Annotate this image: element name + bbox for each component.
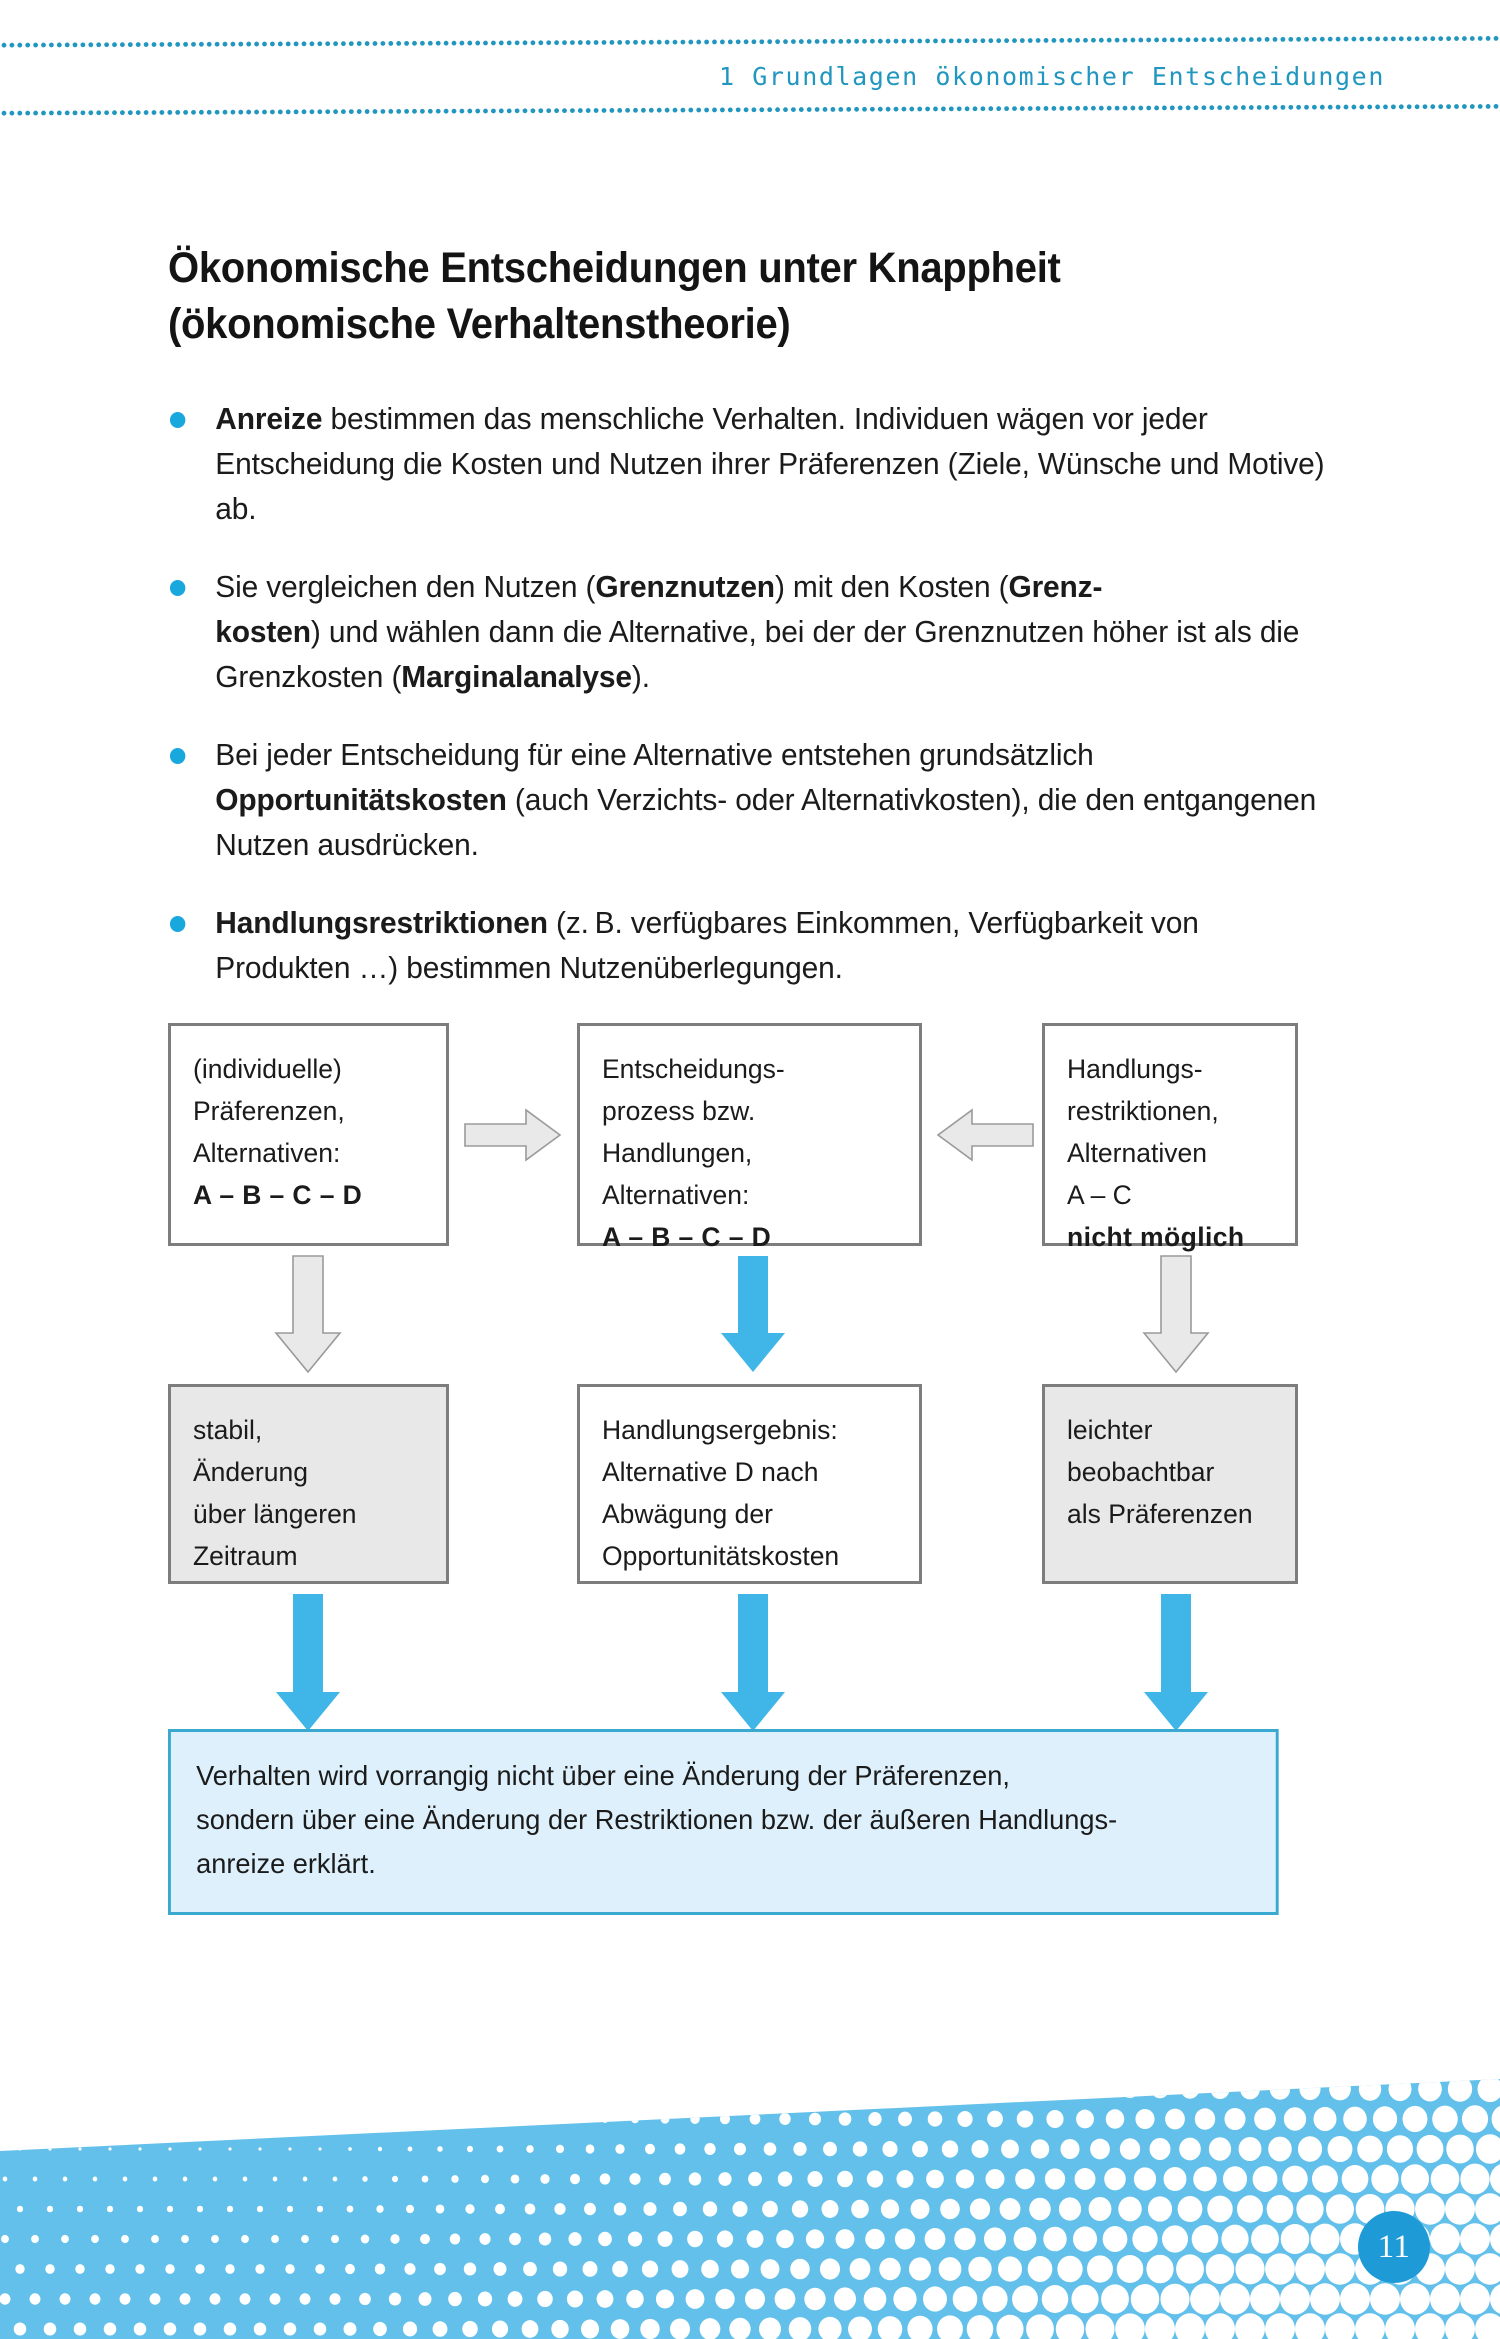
box-line-bold: A – B – C – D: [602, 1222, 772, 1252]
box-line: Alternativen: [1067, 1138, 1207, 1168]
box-line: prozess bzw.: [602, 1096, 756, 1126]
box-line: Alternativen:: [193, 1138, 341, 1168]
box-line: restriktionen,: [1067, 1096, 1219, 1126]
box-line: Alternative D nach: [602, 1457, 819, 1487]
bullet-item-grenznutzen: [168, 564, 1326, 699]
box-line: als Präferenzen: [1067, 1499, 1253, 1529]
summary-line: anreize erklärt.: [196, 1848, 376, 1879]
box-line: beobachtbar: [1067, 1457, 1215, 1487]
box-line: Handlungs-: [1067, 1054, 1203, 1084]
diagram-box-handlungsrestriktionen: [1042, 1023, 1298, 1252]
box-line: Entscheidungs-: [602, 1054, 785, 1084]
bullet-dot-icon: [170, 412, 185, 428]
page-title-line-1: Ökonomische Entscheidungen unter Knappheit: [168, 244, 1061, 292]
box-line: (individuelle): [193, 1054, 342, 1084]
diagram-summary-box: [168, 1729, 1279, 1915]
box-line: stabil,: [193, 1415, 263, 1445]
arrow-down-icon-highlight: [1142, 1593, 1210, 1733]
box-line: Abwägung der: [602, 1499, 773, 1529]
chapter-header-text: 1 Grundlagen ökonomischer Entscheidungen: [718, 62, 1385, 91]
running-header: [0, 0, 1500, 150]
decision-process-diagram: [168, 1023, 1368, 1879]
box-line: Handlungsergebnis:: [602, 1415, 838, 1445]
page-title: [168, 240, 1284, 352]
footer-decoration-band: [0, 2079, 1500, 2339]
box-line: über längeren: [193, 1499, 357, 1529]
diagram-box-beobachtbar: [1042, 1384, 1298, 1584]
bullet-text: Sie vergleichen den Nutzen (Grenznutzen) mit den Kosten (Grenz- kosten) und wählen dann die Alternative, bei der der Grenznutzen höher ist als die Grenzkosten (Marginalanalyse).: [215, 569, 1300, 694]
bullet-dot-icon: [170, 748, 185, 764]
bullet-text: Handlungsrestriktionen (z. B. verfügbares Einkommen, Verfügbarkeit von Produkten …) bestimmen Nutzenüberlegungen.: [215, 905, 1199, 985]
arrow-down-icon: [274, 1255, 342, 1374]
summary-line: Verhalten wird vorrangig nicht über eine Änderung der Präferenzen,: [196, 1760, 1010, 1791]
box-line: leichter: [1067, 1415, 1153, 1445]
bullet-dot-icon: [170, 580, 185, 596]
box-line: Opportunitätskosten: [602, 1541, 840, 1571]
box-line-bold: nicht möglich: [1067, 1222, 1245, 1252]
page-title-line-2: (ökonomische Verhaltenstheorie): [168, 300, 791, 348]
bullet-item-opportunitaetskosten: [168, 732, 1326, 867]
summary-line: sondern über eine Änderung der Restriktionen bzw. der äußeren Handlungs-: [196, 1804, 1118, 1835]
box-line: Präferenzen,: [193, 1096, 345, 1126]
box-line: Handlungen,: [602, 1138, 753, 1168]
arrow-down-icon-highlight: [719, 1255, 787, 1374]
page-content: [168, 240, 1368, 1879]
bullet-text: Bei jeder Entscheidung für eine Alternative entstehen grundsätzlich Opportunitätskosten (auch Verzichts- oder Alternativkosten), die den entgangenen Nutzen ausdrücken.: [215, 737, 1317, 862]
bullet-list: [168, 396, 1368, 990]
bullet-item-handlungsrestriktionen: [168, 900, 1326, 990]
box-line: Änderung: [193, 1457, 308, 1487]
arrow-down-icon-highlight: [274, 1593, 342, 1733]
header-dot-rule-top: [0, 36, 1500, 46]
box-line: A – C: [1067, 1180, 1132, 1210]
diagram-box-praeferenzen: [168, 1023, 449, 1246]
bullet-dot-icon: [170, 916, 185, 932]
box-line: Zeitraum: [193, 1541, 298, 1571]
bullet-text: Anreize bestimmen das menschliche Verhalten. Individuen wägen vor jeder Entscheidung die Kosten und Nutzen ihrer Präferenzen (Ziele, Wünsche und Motive) ab.: [215, 401, 1325, 526]
header-dot-rule-bottom: [0, 104, 1500, 114]
diagram-box-handlungsergebnis: [577, 1384, 922, 1584]
page-number-badge: 11: [1358, 2211, 1430, 2283]
diagram-box-stabil: [168, 1384, 449, 1584]
bullet-item-anreize: [168, 396, 1326, 531]
arrow-right-icon: [464, 1108, 562, 1162]
arrow-left-icon: [936, 1108, 1034, 1162]
arrow-down-icon-highlight: [719, 1593, 787, 1733]
box-line-bold: A – B – C – D: [193, 1180, 363, 1210]
arrow-down-icon: [1142, 1255, 1210, 1374]
box-line: Alternativen:: [602, 1180, 750, 1210]
diagram-box-entscheidungsprozess: [577, 1023, 922, 1252]
